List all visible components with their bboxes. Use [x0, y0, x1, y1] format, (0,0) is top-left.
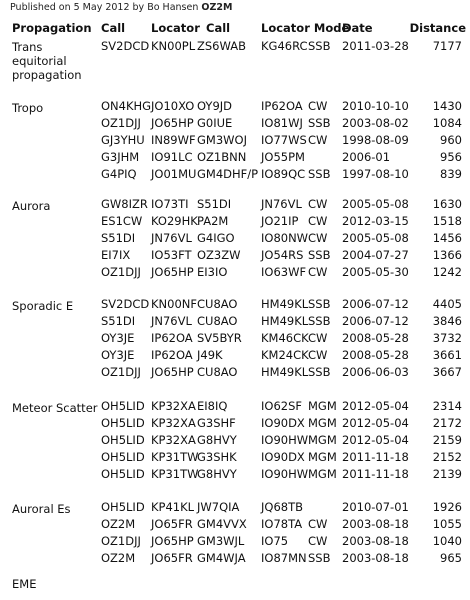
cell-distance: 839 [440, 167, 462, 181]
cell-call: S51DI [101, 231, 136, 245]
cell-locator: IO91LC [151, 150, 193, 164]
cell-locator-2: JO21IP [261, 214, 299, 228]
group-label: Auroral Es [12, 502, 71, 516]
cell-mode: SSB [308, 551, 331, 565]
group-label-eme: EME [12, 577, 37, 591]
cell-date: 2011-11-18 [342, 450, 409, 464]
cell-distance: 2172 [432, 416, 462, 430]
header-locator: Locator [151, 21, 200, 35]
cell-call: GW8IZR [101, 197, 148, 211]
cell-locator-2: IO87MN [261, 551, 307, 565]
cell-mode: CW [308, 197, 328, 211]
header-distance: Distance [409, 21, 466, 35]
cell-call: EI7IX [101, 248, 131, 262]
cell-locator-2: IO62SF [261, 399, 302, 413]
cell-locator-2: HM49KL [261, 297, 309, 311]
cell-call: S51DI [101, 314, 136, 328]
cell-locator-2: HM49KL [261, 314, 309, 328]
header-call-2: Call [206, 21, 231, 35]
group-label: Aurora [12, 199, 51, 213]
cell-call: OH5LID [101, 433, 145, 447]
cell-locator-2: IO90DX [261, 416, 305, 430]
cell-call: OY3JE [101, 348, 135, 362]
cell-distance: 2139 [432, 467, 462, 481]
cell-locator: IO53FT [151, 248, 192, 262]
cell-date: 2003-08-02 [342, 116, 409, 130]
cell-date: 2003-08-18 [342, 551, 409, 565]
cell-date: 2005-05-08 [342, 197, 409, 211]
cell-distance: 960 [440, 133, 462, 147]
group-label: Meteor Scatter [12, 401, 98, 415]
cell-call-2: S51DI [197, 197, 232, 211]
cell-mode: SSB [308, 167, 331, 181]
cell-call: OH5LID [101, 399, 145, 413]
cell-date: 2006-07-12 [342, 297, 409, 311]
cell-mode: SSB [308, 39, 331, 53]
cell-call: OH5LID [101, 450, 145, 464]
cell-call: G4PIQ [101, 167, 137, 181]
cell-locator: KN00NF [151, 297, 197, 311]
cell-distance: 1430 [432, 99, 462, 113]
cell-locator-2: KM46CK [261, 331, 309, 345]
cell-call-2: OZ1BNN [197, 150, 247, 164]
cell-call-2: PA2M [197, 214, 229, 228]
cell-mode: MGM [308, 450, 337, 464]
cell-distance: 2152 [432, 450, 462, 464]
cell-mode: MGM [308, 416, 337, 430]
cell-date: 2005-05-30 [342, 265, 409, 279]
cell-distance: 1242 [432, 265, 462, 279]
table-row [0, 550, 470, 567]
cell-locator-2: KM24CK [261, 348, 309, 362]
cell-locator-2: KG46RC [261, 39, 308, 53]
cell-call-2: G3SHK [197, 450, 237, 464]
cell-distance: 1926 [432, 500, 462, 514]
cell-distance: 2159 [432, 433, 462, 447]
cell-locator: KP31TW [151, 467, 199, 481]
header-propagation: Propagation [12, 21, 92, 35]
cell-distance: 965 [440, 551, 462, 565]
table-row [0, 398, 470, 415]
cell-locator: IP62OA [151, 348, 193, 362]
cell-call-2: G3SHF [197, 416, 236, 430]
cell-mode: CW [308, 99, 328, 113]
table-row [0, 115, 470, 132]
cell-locator: KP31TW [151, 450, 199, 464]
table-row [0, 264, 470, 281]
table-row [0, 432, 470, 449]
cell-locator: KN00PL [151, 39, 196, 53]
cell-date: 2011-11-18 [342, 467, 409, 481]
cell-call-2: SV5BYR [197, 331, 242, 345]
cell-distance: 3732 [432, 331, 462, 345]
cell-mode: CW [308, 133, 328, 147]
cell-date: 2005-05-08 [342, 231, 409, 245]
cell-locator: JO10XO [151, 99, 195, 113]
cell-call: OH5LID [101, 467, 145, 481]
table-row [0, 38, 470, 55]
cell-date: 2003-08-18 [342, 517, 409, 531]
cell-call-2: CU8AO [197, 365, 238, 379]
cell-date: 2010-10-10 [342, 99, 409, 113]
cell-distance: 1366 [432, 248, 462, 262]
cell-mode: SSB [308, 314, 331, 328]
cell-locator-2: JO55PM [261, 150, 305, 164]
cell-mode: MGM [308, 399, 337, 413]
cell-date: 2012-05-04 [342, 416, 409, 430]
cell-call-2: GM4DHF/P [197, 167, 259, 181]
cell-distance: 2314 [432, 399, 462, 413]
cell-call-2: EI8IQ [197, 399, 228, 413]
cell-date: 2011-03-28 [342, 39, 409, 53]
table-row [0, 313, 470, 330]
cell-date: 2003-08-18 [342, 534, 409, 548]
cell-mode: MGM [308, 467, 337, 481]
cell-call-2: GM4VVX [197, 517, 247, 531]
cell-call-2: EI3IO [197, 265, 228, 279]
cell-date: 1998-08-09 [342, 133, 409, 147]
cell-call: ON4KHG [101, 99, 152, 113]
cell-call: OZ2M [101, 551, 136, 565]
table-row [0, 98, 470, 115]
cell-locator: JO65HP [151, 534, 194, 548]
publication-prefix: Published on 5 May 2012 by Bo Hansen [10, 2, 202, 13]
group-label: Sporadic E [12, 299, 74, 313]
cell-distance: 4405 [432, 297, 462, 311]
cell-locator: KP41KL [151, 500, 195, 514]
cell-distance: 3846 [432, 314, 462, 328]
cell-call: OY3JE [101, 331, 135, 345]
cell-call-2: G8HVY [197, 433, 237, 447]
cell-mode: SSB [308, 116, 331, 130]
cell-locator-2: IO78TA [261, 517, 303, 531]
table-row [0, 347, 470, 364]
table-row [0, 230, 470, 247]
cell-locator-2: IP62OA [261, 99, 303, 113]
table-row [0, 449, 470, 466]
header-date: Date [342, 21, 373, 35]
cell-mode: CW [308, 265, 328, 279]
author-call: OZ2M [201, 2, 233, 13]
cell-mode: SSB [308, 297, 331, 311]
cell-call-2: OZ3ZW [197, 248, 241, 262]
cell-distance: 1456 [432, 231, 462, 245]
cell-date: 1997-08-10 [342, 167, 409, 181]
table-row [0, 516, 470, 533]
cell-locator: JN76VL [151, 231, 192, 245]
table-row [0, 364, 470, 381]
cell-date: 2008-05-28 [342, 331, 409, 345]
cell-distance: 1040 [432, 534, 462, 548]
cell-distance: 1630 [432, 197, 462, 211]
cell-locator-2: IO90DX [261, 450, 305, 464]
cell-locator-2: IO90HW [261, 433, 309, 447]
cell-distance: 7177 [432, 39, 462, 53]
cell-date: 2004-07-27 [342, 248, 409, 262]
cell-date: 2006-01 [342, 150, 391, 164]
cell-call-2: J49K [197, 348, 223, 362]
cell-call: OZ1DJJ [101, 116, 141, 130]
cell-call-2: ZS6WAB [197, 39, 246, 53]
cell-call: SV2DCD [101, 39, 150, 53]
table-row [0, 166, 470, 183]
cell-locator: JO65FR [151, 517, 193, 531]
cell-call: ES1CW [101, 214, 143, 228]
table-row [0, 196, 470, 213]
cell-date: 2006-07-12 [342, 314, 409, 328]
cell-mode: CW [308, 331, 328, 345]
cell-locator: JO65HP [151, 265, 194, 279]
cell-locator-2: IO77WS [261, 133, 307, 147]
cell-call: G3JHM [101, 150, 140, 164]
cell-locator: KP32XA [151, 433, 196, 447]
cell-call-2: G0IUE [197, 116, 233, 130]
table-row [0, 296, 470, 313]
cell-call: OZ2M [101, 517, 136, 531]
cell-date: 2008-05-28 [342, 348, 409, 362]
cell-locator: JO01MU [151, 167, 197, 181]
table-row [0, 330, 470, 347]
table-row [0, 499, 470, 516]
cell-date: 2012-05-04 [342, 433, 409, 447]
cell-distance: 1055 [432, 517, 462, 531]
cell-mode: CW [308, 534, 328, 548]
cell-locator: IN89WF [151, 133, 196, 147]
table-row [0, 247, 470, 264]
cell-call: OZ1DJJ [101, 265, 141, 279]
cell-distance: 3667 [432, 365, 462, 379]
cell-mode: SSB [308, 248, 331, 262]
table-row [0, 415, 470, 432]
cell-locator-2: IO80NW [261, 231, 309, 245]
table-row [0, 466, 470, 483]
cell-locator: IO73TI [151, 197, 189, 211]
cell-locator-2: HM49KL [261, 365, 309, 379]
cell-locator-2: IO63WF [261, 265, 307, 279]
cell-mode: CW [308, 214, 328, 228]
table-row [0, 149, 470, 166]
cell-mode: CW [308, 517, 328, 531]
cell-date: 2006-06-03 [342, 365, 409, 379]
cell-date: 2012-03-15 [342, 214, 409, 228]
cell-call-2: CU8AO [197, 314, 238, 328]
cell-call-2: GM3WJL [197, 534, 245, 548]
cell-call-2: GM3WOJ [197, 133, 247, 147]
cell-distance: 3661 [432, 348, 462, 362]
cell-locator-2: JO54RS [261, 248, 304, 262]
cell-call: OH5LID [101, 416, 145, 430]
group-label: Tropo [12, 101, 44, 115]
cell-call: SV2DCD [101, 297, 150, 311]
cell-call: OZ1DJJ [101, 534, 141, 548]
cell-locator: JO65HP [151, 116, 194, 130]
cell-date: 2012-05-04 [342, 399, 409, 413]
group-label: Trans equitorial propagation [12, 40, 82, 83]
cell-locator: JN76VL [151, 314, 192, 328]
cell-locator-2: IO89QC [261, 167, 306, 181]
table-row [0, 213, 470, 230]
cell-distance: 1518 [432, 214, 462, 228]
cell-call-2: OY9JD [197, 99, 233, 113]
cell-locator-2: IO75 [261, 534, 289, 548]
cell-distance: 956 [440, 150, 462, 164]
cell-call: GJ3YHU [101, 133, 145, 147]
cell-locator: KP32XA [151, 399, 196, 413]
cell-locator-2: IO90HW [261, 467, 309, 481]
cell-call: OH5LID [101, 500, 145, 514]
cell-mode: MGM [308, 433, 337, 447]
cell-call-2: GM4WJA [197, 551, 246, 565]
cell-locator-2: JN76VL [261, 197, 302, 211]
cell-locator: JO65FR [151, 551, 193, 565]
table-row [0, 533, 470, 550]
cell-mode: SSB [308, 365, 331, 379]
header-call: Call [101, 21, 126, 35]
cell-locator: KP32XA [151, 416, 196, 430]
table-header [0, 20, 470, 36]
cell-call-2: G8HVY [197, 467, 237, 481]
cell-call: OZ1DJJ [101, 365, 141, 379]
header-locator-mode: Locator Mode [261, 21, 350, 35]
table-row [0, 132, 470, 149]
cell-date: 2010-07-01 [342, 500, 409, 514]
cell-locator-2: IO81WJ [261, 116, 303, 130]
cell-locator: JO65HP [151, 365, 194, 379]
cell-distance: 1084 [432, 116, 462, 130]
cell-call-2: CU8AO [197, 297, 238, 311]
cell-mode: CW [308, 348, 328, 362]
cell-locator-2: JQ68TB [261, 500, 303, 514]
cell-mode: CW [308, 231, 328, 245]
cell-call-2: JW7QIA [197, 500, 240, 514]
publication-line [10, 2, 232, 14]
cell-call-2: G4IGO [197, 231, 235, 245]
cell-locator: IP62OA [151, 331, 193, 345]
cell-locator: KO29HK [151, 214, 198, 228]
